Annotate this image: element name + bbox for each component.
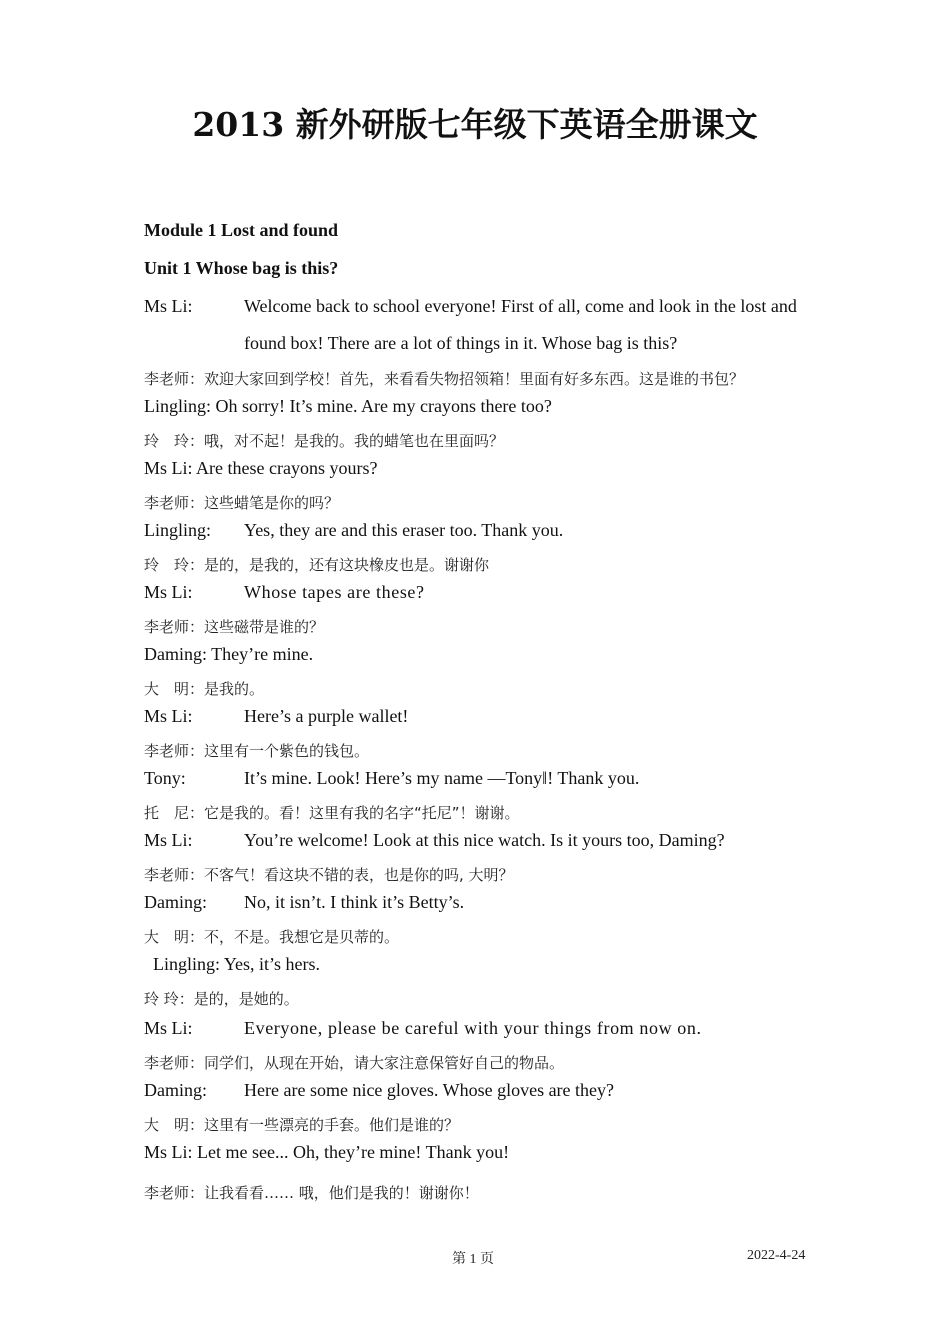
- module-heading: Module 1 Lost and found: [144, 220, 339, 240]
- line-text: Lingling: Oh sorry! It’s mine. Are my crayons there too?: [144, 396, 552, 416]
- dialogue-line-5: [144, 574, 425, 611]
- speaker: Ms Li:: [144, 830, 193, 850]
- line-text: No, it isn’t. I think it’s Betty’s.: [244, 892, 465, 912]
- dialogue-line-11: [153, 946, 320, 983]
- translation-line-6: 大 明：是我的。: [144, 680, 265, 698]
- translation-line-1: 李老师：欢迎大家回到学校！首先，来看看失物招领箱！里面有好多东西。这是谁的书包？: [144, 370, 745, 388]
- speaker: Lingling:: [144, 520, 211, 540]
- dialogue-line-12: [144, 1010, 702, 1047]
- speaker: Daming:: [144, 1080, 207, 1100]
- line-text: It’s mine. Look! Here’s my name ―Tony‖! Thank you.: [244, 768, 640, 788]
- line-text: Here are some nice gloves. Whose gloves are they?: [244, 1080, 615, 1100]
- dialogue-line-9: [144, 822, 725, 859]
- speaker: Ms Li:: [144, 706, 193, 726]
- unit-heading: Unit 1 Whose bag is this?: [144, 258, 339, 278]
- speaker: Tony:: [144, 768, 186, 788]
- translation-line-11: 玲 玲：是的，是她的。: [144, 990, 299, 1008]
- translation-line-4: 玲 玲：是的，是我的，还有这块橡皮也是。谢谢你: [144, 556, 490, 574]
- translation-line-10: 大 明：不，不是。我想它是贝蒂的。: [144, 928, 400, 946]
- dialogue-line-1: [144, 288, 814, 362]
- translation-line-14: 李老师：让我看看…… 哦，他们是我的！谢谢你！: [144, 1184, 479, 1202]
- dialogue-line-13: [144, 1072, 614, 1109]
- translation-line-9: 李老师：不客气！看这块不错的表，也是你的吗, 大明？: [144, 866, 514, 884]
- document-title: 2013 新外研版七年级下英语全册课文: [192, 105, 758, 144]
- translation-line-5: 李老师：这些磁带是谁的？: [144, 618, 325, 636]
- translation-line-2: 玲 玲：哦，对不起！是我的。我的蜡笔也在里面吗？: [144, 432, 505, 450]
- speaker: Ms Li:: [144, 1018, 193, 1038]
- dialogue-line-6: [144, 636, 313, 673]
- translation-line-8: 托 尼：它是我的。看！这里有我的名字“托尼”！谢谢。: [144, 804, 520, 822]
- line-text: Lingling: Yes, it’s hers.: [153, 954, 321, 974]
- speaker: Ms Li:: [144, 296, 193, 316]
- translation-line-7: 李老师：这里有一个紫色的钱包。: [144, 742, 370, 760]
- dialogue-line-14: [144, 1134, 509, 1171]
- translation-line-3: 李老师：这些蜡笔是你的吗？: [144, 494, 340, 512]
- line-text: Whose tapes are these?: [244, 582, 425, 602]
- line-text: Welcome back to school everyone! First of all, come and look in the lost and found box! There are a lot of things in it. Whose bag is this?: [244, 296, 797, 353]
- translation-line-12: 李老师：同学们，从现在开始，请大家注意保管好自己的物品。: [144, 1054, 565, 1072]
- line-text: You’re welcome! Look at this nice watch. Is it yours too, Daming?: [244, 830, 725, 850]
- line-text: Ms Li: Are these crayons yours?: [144, 458, 378, 478]
- line-text: Daming: They’re mine.: [144, 644, 314, 664]
- dialogue-line-4: [144, 512, 563, 549]
- page-number: 第 1 页: [452, 1252, 494, 1267]
- translation-line-13: 大 明：这里有一些漂亮的手套。他们是谁的？: [144, 1116, 460, 1134]
- dialogue-line-8: [144, 760, 639, 797]
- dialogue-line-10: [144, 884, 464, 921]
- line-text: Ms Li: Let me see... Oh, they’re mine! Thank you!: [144, 1142, 510, 1162]
- line-text: Here’s a purple wallet!: [244, 706, 409, 726]
- dialogue-line-7: [144, 698, 408, 735]
- speaker: Daming:: [144, 892, 207, 912]
- line-text: Everyone, please be careful with your things from now on.: [244, 1018, 702, 1038]
- speaker: Ms Li:: [144, 582, 193, 602]
- footer-date: 2022-4-24: [747, 1248, 806, 1263]
- dialogue-line-2: [144, 388, 552, 425]
- dialogue-line-3: [144, 450, 377, 487]
- line-text: Yes, they are and this eraser too. Thank you.: [244, 520, 564, 540]
